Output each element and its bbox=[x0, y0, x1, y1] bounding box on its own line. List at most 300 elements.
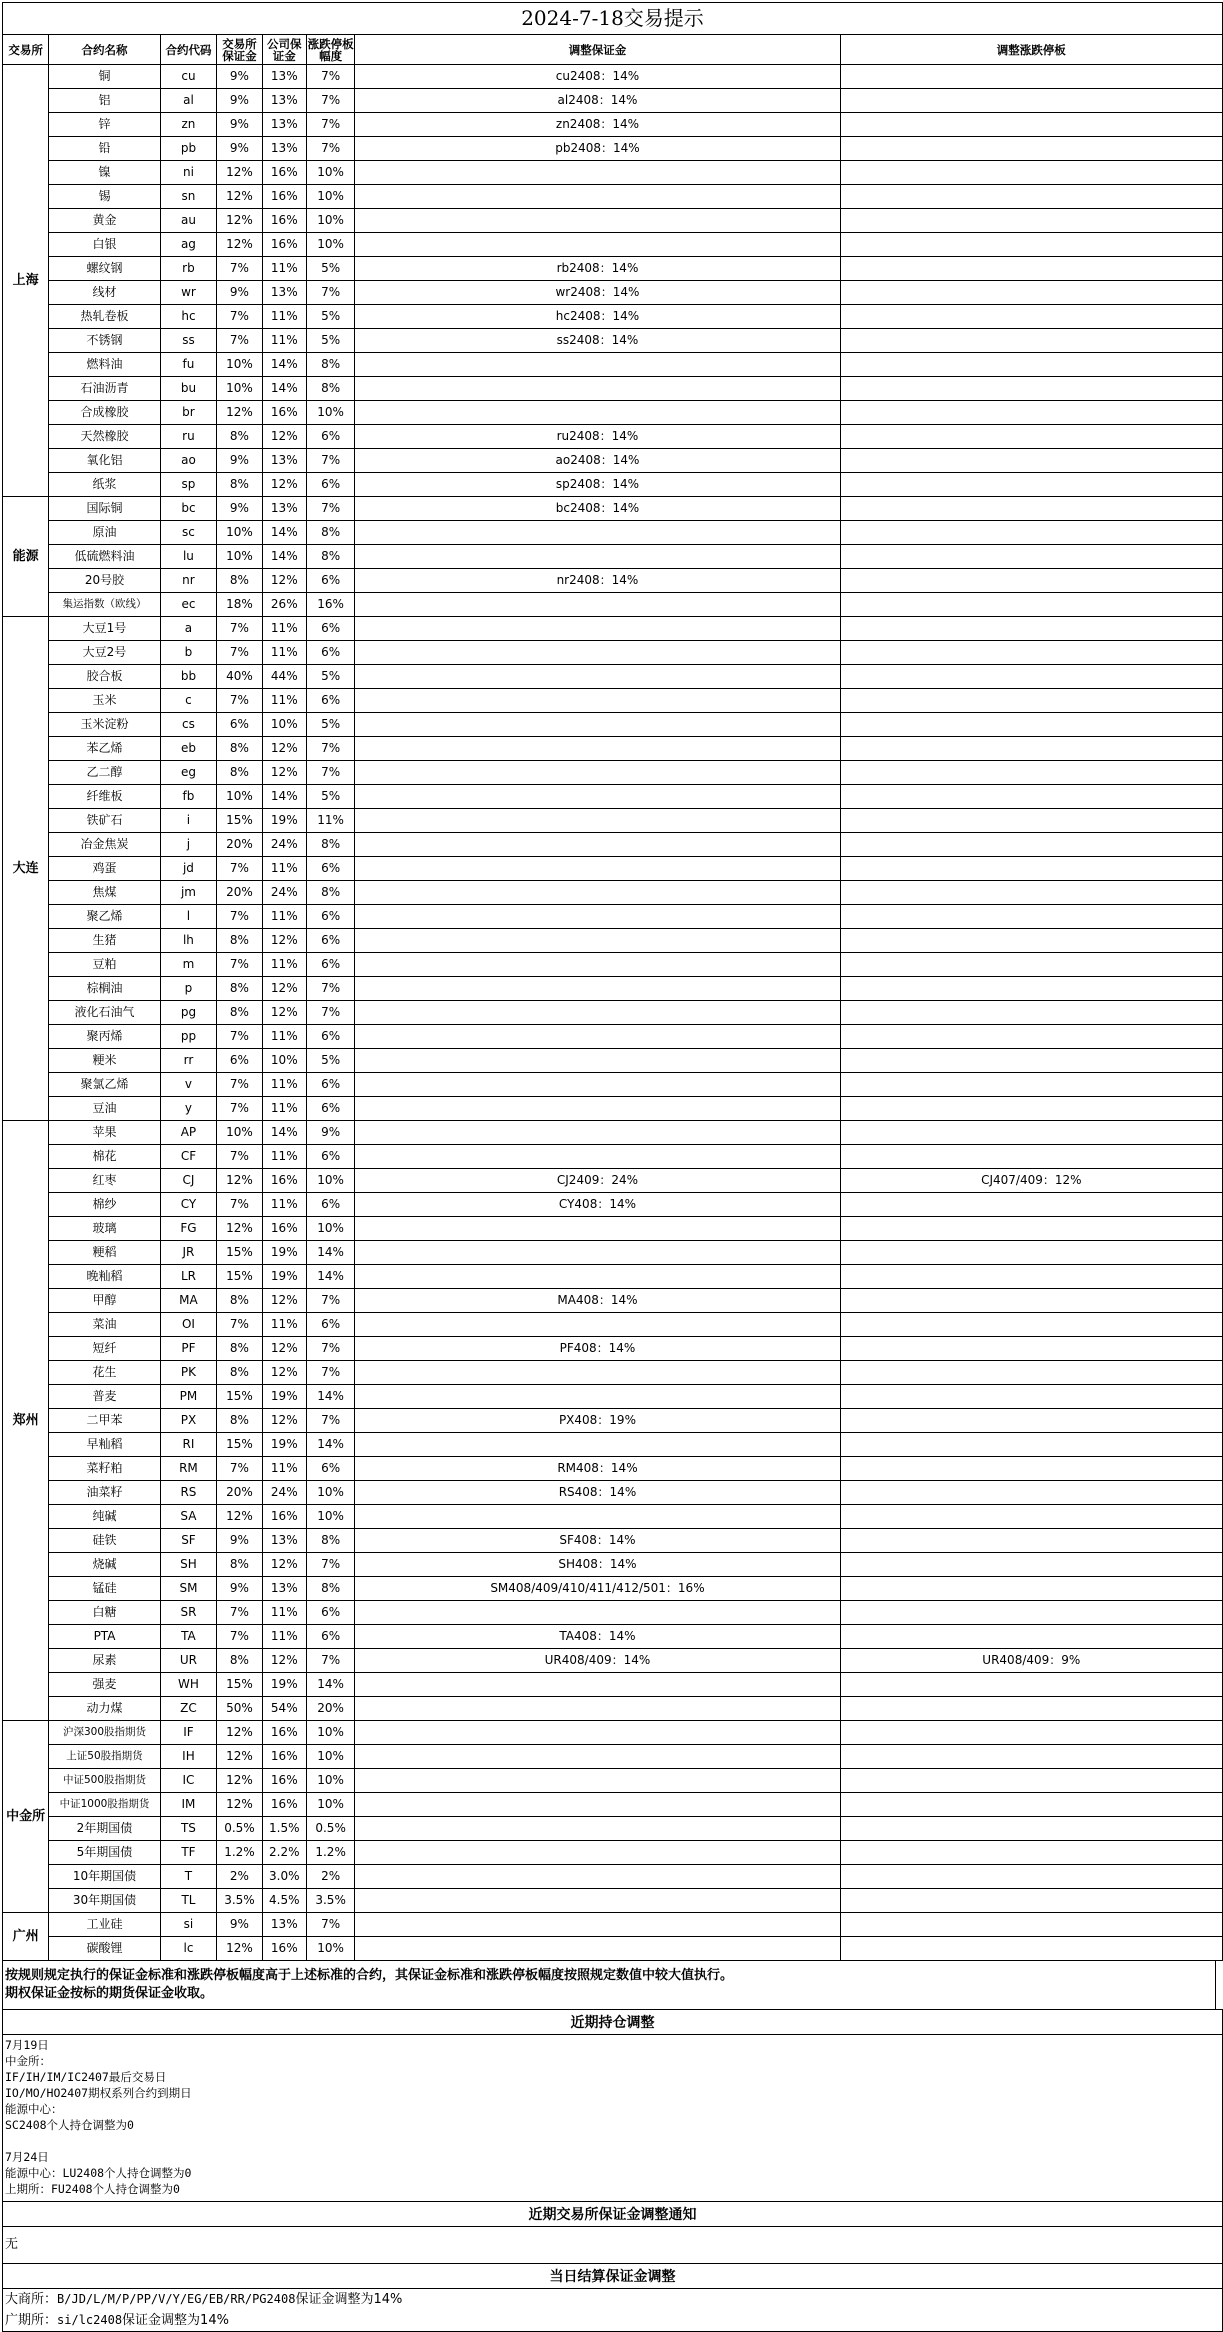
adjusted-limit-cell bbox=[840, 113, 1222, 137]
table-row bbox=[3, 1577, 1223, 1601]
company-margin-cell: 12% bbox=[262, 569, 306, 593]
exch-margin-cell: 12% bbox=[217, 161, 262, 185]
exch-margin-cell: 15% bbox=[217, 1433, 262, 1457]
company-margin-cell: 16% bbox=[262, 1169, 306, 1193]
code-cell: i bbox=[160, 809, 217, 833]
company-margin-cell: 12% bbox=[262, 473, 306, 497]
code-cell: lc bbox=[160, 1937, 217, 1961]
company-margin-cell: 12% bbox=[262, 761, 306, 785]
adjusted-margin-cell bbox=[355, 545, 840, 569]
limit-cell: 10% bbox=[306, 1505, 354, 1529]
code-cell: y bbox=[160, 1097, 217, 1121]
limit-cell: 7% bbox=[306, 1913, 354, 1937]
limit-cell: 7% bbox=[306, 65, 354, 89]
table-row bbox=[3, 65, 1223, 89]
exch-margin-cell: 8% bbox=[217, 425, 262, 449]
code-cell: v bbox=[160, 1073, 217, 1097]
table-row bbox=[3, 1721, 1223, 1745]
company-margin-cell: 12% bbox=[262, 1553, 306, 1577]
adjusted-margin-cell bbox=[355, 1505, 840, 1529]
limit-cell: 10% bbox=[306, 401, 354, 425]
name-cell: 沪深300股指期货 bbox=[49, 1721, 160, 1745]
limit-cell: 5% bbox=[306, 329, 354, 353]
limit-cell: 7% bbox=[306, 761, 354, 785]
limit-cell: 10% bbox=[306, 1769, 354, 1793]
exch-margin-cell: 7% bbox=[217, 1025, 262, 1049]
name-cell: 强麦 bbox=[49, 1673, 160, 1697]
adjusted-limit-cell bbox=[840, 809, 1222, 833]
name-cell: 上证50股指期货 bbox=[49, 1745, 160, 1769]
limit-cell: 11% bbox=[306, 809, 354, 833]
name-cell: 集运指数（欧线） bbox=[49, 593, 160, 617]
adjusted-margin-cell bbox=[355, 1265, 840, 1289]
company-margin-cell: 16% bbox=[262, 401, 306, 425]
limit-cell: 7% bbox=[306, 1409, 354, 1433]
adjusted-margin-cell bbox=[355, 377, 840, 401]
table-row bbox=[3, 593, 1223, 617]
limit-cell: 6% bbox=[306, 1313, 354, 1337]
settlement-contracts: si/lc2408 bbox=[57, 2313, 123, 2327]
exch-margin-cell: 12% bbox=[217, 1937, 262, 1961]
company-margin-cell: 19% bbox=[262, 1385, 306, 1409]
exch-margin-cell: 9% bbox=[217, 281, 262, 305]
adjusted-margin-cell bbox=[355, 737, 840, 761]
exch-margin-cell: 9% bbox=[217, 65, 262, 89]
adjusted-margin-cell: ru2408：14% bbox=[355, 425, 840, 449]
limit-cell: 6% bbox=[306, 1625, 354, 1649]
exch-margin-cell: 7% bbox=[217, 1097, 262, 1121]
name-cell: 早籼稻 bbox=[49, 1433, 160, 1457]
name-cell: 国际铜 bbox=[49, 497, 160, 521]
table-row bbox=[3, 1289, 1223, 1313]
code-cell: LR bbox=[160, 1265, 217, 1289]
exch-margin-cell: 10% bbox=[217, 1121, 262, 1145]
adjusted-margin-cell: bc2408：14% bbox=[355, 497, 840, 521]
adjusted-limit-cell bbox=[840, 689, 1222, 713]
limit-cell: 5% bbox=[306, 713, 354, 737]
adjusted-limit-cell bbox=[840, 65, 1222, 89]
adjusted-limit-cell bbox=[840, 1601, 1222, 1625]
adjusted-limit-cell bbox=[840, 1625, 1222, 1649]
table-row bbox=[3, 1193, 1223, 1217]
limit-cell: 10% bbox=[306, 1937, 354, 1961]
limit-cell: 5% bbox=[306, 785, 354, 809]
table-row bbox=[3, 257, 1223, 281]
table-row bbox=[3, 209, 1223, 233]
exch-margin-cell: 9% bbox=[217, 89, 262, 113]
table-row bbox=[3, 377, 1223, 401]
exch-margin-cell: 7% bbox=[217, 689, 262, 713]
name-cell: 豆粕 bbox=[49, 953, 160, 977]
table-row bbox=[3, 1073, 1223, 1097]
adjusted-limit-cell bbox=[840, 401, 1222, 425]
exch-margin-cell: 15% bbox=[217, 809, 262, 833]
adjusted-margin-cell bbox=[355, 1121, 840, 1145]
adjusted-margin-cell bbox=[355, 593, 840, 617]
adjusted-limit-cell bbox=[840, 641, 1222, 665]
adjusted-margin-cell bbox=[355, 1601, 840, 1625]
adjusted-limit-cell bbox=[840, 1889, 1222, 1913]
name-cell: 10年期国债 bbox=[49, 1865, 160, 1889]
name-cell: 冶金焦炭 bbox=[49, 833, 160, 857]
exch-margin-cell: 7% bbox=[217, 1601, 262, 1625]
exchange-notice-text: 无 bbox=[2, 2227, 1223, 2263]
table-row bbox=[3, 881, 1223, 905]
name-cell: 玻璃 bbox=[49, 1217, 160, 1241]
adjusted-limit-cell bbox=[840, 1049, 1222, 1073]
exch-margin-cell: 9% bbox=[217, 113, 262, 137]
limit-cell: 7% bbox=[306, 1649, 354, 1673]
limit-cell: 14% bbox=[306, 1241, 354, 1265]
exchange-cell: 能源 bbox=[3, 497, 49, 617]
name-cell: 菜油 bbox=[49, 1313, 160, 1337]
limit-cell: 6% bbox=[306, 1145, 354, 1169]
name-cell: 纸浆 bbox=[49, 473, 160, 497]
table-row bbox=[3, 329, 1223, 353]
name-cell: 燃料油 bbox=[49, 353, 160, 377]
adjusted-margin-cell bbox=[355, 617, 840, 641]
table-row bbox=[3, 1313, 1223, 1337]
limit-cell: 6% bbox=[306, 1073, 354, 1097]
table-row bbox=[3, 1049, 1223, 1073]
company-margin-cell: 11% bbox=[262, 1457, 306, 1481]
table-row bbox=[3, 401, 1223, 425]
name-cell: 豆油 bbox=[49, 1097, 160, 1121]
limit-cell: 6% bbox=[306, 953, 354, 977]
name-cell: 20号胶 bbox=[49, 569, 160, 593]
code-cell: fb bbox=[160, 785, 217, 809]
adjusted-margin-cell: nr2408：14% bbox=[355, 569, 840, 593]
name-cell: 锌 bbox=[49, 113, 160, 137]
exch-margin-cell: 8% bbox=[217, 929, 262, 953]
name-cell: 大豆2号 bbox=[49, 641, 160, 665]
name-cell: 粳米 bbox=[49, 1049, 160, 1073]
adjusted-limit-cell bbox=[840, 1577, 1222, 1601]
code-cell: c bbox=[160, 689, 217, 713]
company-margin-cell: 11% bbox=[262, 1313, 306, 1337]
adjusted-margin-cell: sp2408：14% bbox=[355, 473, 840, 497]
adjusted-limit-cell bbox=[840, 473, 1222, 497]
adjusted-limit-cell bbox=[840, 161, 1222, 185]
code-cell: j bbox=[160, 833, 217, 857]
name-cell: 花生 bbox=[49, 1361, 160, 1385]
company-margin-cell: 14% bbox=[262, 1121, 306, 1145]
table-row bbox=[3, 1337, 1223, 1361]
adjusted-margin-cell bbox=[355, 1361, 840, 1385]
company-margin-cell: 11% bbox=[262, 329, 306, 353]
adjusted-limit-cell bbox=[840, 1745, 1222, 1769]
table-row bbox=[3, 497, 1223, 521]
adjusted-margin-cell: CY408：14% bbox=[355, 1193, 840, 1217]
company-margin-cell: 19% bbox=[262, 1673, 306, 1697]
adjusted-limit-cell bbox=[840, 1697, 1222, 1721]
exch-margin-cell: 7% bbox=[217, 257, 262, 281]
code-cell: a bbox=[160, 617, 217, 641]
exch-margin-cell: 9% bbox=[217, 1529, 262, 1553]
table-header-row bbox=[3, 35, 1223, 65]
name-cell: 合成橡胶 bbox=[49, 401, 160, 425]
adjusted-margin-cell bbox=[355, 905, 840, 929]
table-row bbox=[3, 1097, 1223, 1121]
name-cell: 中证1000股指期货 bbox=[49, 1793, 160, 1817]
adjusted-limit-cell bbox=[840, 1289, 1222, 1313]
limit-cell: 14% bbox=[306, 1673, 354, 1697]
exchange-notice-title: 近期交易所保证金调整通知 bbox=[2, 2201, 1223, 2227]
table-row bbox=[3, 905, 1223, 929]
limit-cell: 6% bbox=[306, 1457, 354, 1481]
adjusted-margin-cell bbox=[355, 1745, 840, 1769]
exch-margin-cell: 8% bbox=[217, 1337, 262, 1361]
adjusted-limit-cell bbox=[840, 569, 1222, 593]
name-cell: 黄金 bbox=[49, 209, 160, 233]
code-cell: ao bbox=[160, 449, 217, 473]
company-margin-cell: 12% bbox=[262, 929, 306, 953]
adjusted-limit-cell: UR408/409：9% bbox=[840, 1649, 1222, 1673]
adjusted-limit-cell bbox=[840, 1721, 1222, 1745]
exch-margin-cell: 10% bbox=[217, 545, 262, 569]
adjusted-limit-cell bbox=[840, 1361, 1222, 1385]
table-row bbox=[3, 161, 1223, 185]
name-cell: 油菜籽 bbox=[49, 1481, 160, 1505]
exch-margin-cell: 2% bbox=[217, 1865, 262, 1889]
exch-margin-cell: 7% bbox=[217, 857, 262, 881]
adjusted-margin-cell: rb2408：14% bbox=[355, 257, 840, 281]
adjusted-margin-cell bbox=[355, 161, 840, 185]
limit-cell: 5% bbox=[306, 665, 354, 689]
table-row bbox=[3, 1001, 1223, 1025]
table-row bbox=[3, 1769, 1223, 1793]
adjusted-limit-cell bbox=[840, 233, 1222, 257]
name-cell: 普麦 bbox=[49, 1385, 160, 1409]
table-row bbox=[3, 833, 1223, 857]
company-margin-cell: 11% bbox=[262, 1097, 306, 1121]
code-cell: cs bbox=[160, 713, 217, 737]
company-margin-cell: 11% bbox=[262, 305, 306, 329]
adjusted-margin-cell bbox=[355, 233, 840, 257]
exchange-cell: 上海 bbox=[3, 65, 49, 497]
adjusted-margin-cell bbox=[355, 353, 840, 377]
adjusted-limit-cell bbox=[840, 497, 1222, 521]
adjusted-limit-cell bbox=[840, 1193, 1222, 1217]
exch-margin-cell: 10% bbox=[217, 785, 262, 809]
name-cell: 锡 bbox=[49, 185, 160, 209]
name-cell: 纤维板 bbox=[49, 785, 160, 809]
exch-margin-cell: 12% bbox=[217, 401, 262, 425]
adjusted-margin-cell bbox=[355, 521, 840, 545]
settlement-adjustment-title: 当日结算保证金调整 bbox=[2, 2263, 1223, 2289]
table-row bbox=[3, 665, 1223, 689]
adjusted-limit-cell bbox=[840, 977, 1222, 1001]
name-cell: 2年期国债 bbox=[49, 1817, 160, 1841]
name-cell: 尿素 bbox=[49, 1649, 160, 1673]
code-cell: SA bbox=[160, 1505, 217, 1529]
code-cell: ec bbox=[160, 593, 217, 617]
adjusted-limit-cell bbox=[840, 89, 1222, 113]
code-cell: JR bbox=[160, 1241, 217, 1265]
exch-margin-cell: 9% bbox=[217, 1577, 262, 1601]
name-cell: 棕榈油 bbox=[49, 977, 160, 1001]
company-margin-cell: 11% bbox=[262, 257, 306, 281]
exch-margin-cell: 12% bbox=[217, 233, 262, 257]
exch-margin-cell: 12% bbox=[217, 1217, 262, 1241]
company-margin-cell: 12% bbox=[262, 977, 306, 1001]
code-cell: fu bbox=[160, 353, 217, 377]
company-margin-cell: 13% bbox=[262, 1913, 306, 1937]
code-cell: rr bbox=[160, 1049, 217, 1073]
name-cell: 5年期国债 bbox=[49, 1841, 160, 1865]
code-cell: lh bbox=[160, 929, 217, 953]
header-company-margin: 公司保证金 bbox=[262, 35, 306, 65]
name-cell: 白糖 bbox=[49, 1601, 160, 1625]
code-cell: IM bbox=[160, 1793, 217, 1817]
adjusted-margin-cell bbox=[355, 1313, 840, 1337]
header-exchange-margin: 交易所保证金 bbox=[217, 35, 262, 65]
exch-margin-cell: 12% bbox=[217, 1793, 262, 1817]
limit-cell: 0.5% bbox=[306, 1817, 354, 1841]
exch-margin-cell: 10% bbox=[217, 521, 262, 545]
name-cell: 苹果 bbox=[49, 1121, 160, 1145]
adjusted-limit-cell bbox=[840, 929, 1222, 953]
name-cell: 棉纱 bbox=[49, 1193, 160, 1217]
exch-margin-cell: 7% bbox=[217, 305, 262, 329]
table-row bbox=[3, 1553, 1223, 1577]
limit-cell: 6% bbox=[306, 617, 354, 641]
name-cell: 铜 bbox=[49, 65, 160, 89]
exch-margin-cell: 20% bbox=[217, 833, 262, 857]
limit-cell: 6% bbox=[306, 473, 354, 497]
exch-margin-cell: 9% bbox=[217, 137, 262, 161]
adjusted-limit-cell bbox=[840, 905, 1222, 929]
settlement-value: 保证金调整为14% bbox=[295, 2292, 403, 2307]
company-margin-cell: 13% bbox=[262, 281, 306, 305]
limit-cell: 6% bbox=[306, 929, 354, 953]
name-cell: 菜籽粕 bbox=[49, 1457, 160, 1481]
exch-margin-cell: 0.5% bbox=[217, 1817, 262, 1841]
exch-margin-cell: 12% bbox=[217, 1769, 262, 1793]
code-cell: jd bbox=[160, 857, 217, 881]
limit-cell: 5% bbox=[306, 305, 354, 329]
settlement-exchange: 广期所： bbox=[5, 2313, 58, 2328]
limit-cell: 7% bbox=[306, 497, 354, 521]
header-exchange: 交易所 bbox=[3, 35, 49, 65]
adjusted-margin-cell bbox=[355, 209, 840, 233]
name-cell: 低硫燃料油 bbox=[49, 545, 160, 569]
name-cell: 甲醇 bbox=[49, 1289, 160, 1313]
company-margin-cell: 16% bbox=[262, 1721, 306, 1745]
adjusted-limit-cell bbox=[840, 1337, 1222, 1361]
code-cell: PX bbox=[160, 1409, 217, 1433]
adjusted-limit-cell bbox=[840, 281, 1222, 305]
limit-cell: 6% bbox=[306, 569, 354, 593]
adjusted-limit-cell bbox=[840, 1025, 1222, 1049]
limit-cell: 8% bbox=[306, 1577, 354, 1601]
company-margin-cell: 11% bbox=[262, 641, 306, 665]
limit-cell: 7% bbox=[306, 113, 354, 137]
table-row bbox=[3, 1913, 1223, 1937]
table-row bbox=[3, 1169, 1223, 1193]
exch-margin-cell: 40% bbox=[217, 665, 262, 689]
code-cell: CJ bbox=[160, 1169, 217, 1193]
adjusted-margin-cell: zn2408：14% bbox=[355, 113, 840, 137]
code-cell: ZC bbox=[160, 1697, 217, 1721]
limit-cell: 8% bbox=[306, 1529, 354, 1553]
table-row bbox=[3, 425, 1223, 449]
exch-margin-cell: 8% bbox=[217, 977, 262, 1001]
position-adjustment-text: 7月19日 中金所： IF/IH/IM/IC2407最后交易日 IO/MO/HO2407期权系列合约到期日 能源中心： SC2408个人持仓调整为0 7月24日 能源中心：LU2408个人持仓调整为0 上期所：FU2408个人持仓调整为0 bbox=[2, 2035, 1223, 2201]
limit-cell: 7% bbox=[306, 1361, 354, 1385]
table-row bbox=[3, 857, 1223, 881]
adjusted-limit-cell bbox=[840, 185, 1222, 209]
limit-cell: 10% bbox=[306, 1793, 354, 1817]
code-cell: OI bbox=[160, 1313, 217, 1337]
company-margin-cell: 13% bbox=[262, 113, 306, 137]
code-cell: hc bbox=[160, 305, 217, 329]
code-cell: ag bbox=[160, 233, 217, 257]
name-cell: 大豆1号 bbox=[49, 617, 160, 641]
adjusted-margin-cell bbox=[355, 1001, 840, 1025]
table-row bbox=[3, 737, 1223, 761]
code-cell: bu bbox=[160, 377, 217, 401]
company-margin-cell: 54% bbox=[262, 1697, 306, 1721]
table-row bbox=[3, 1385, 1223, 1409]
exch-margin-cell: 18% bbox=[217, 593, 262, 617]
exch-margin-cell: 3.5% bbox=[217, 1889, 262, 1913]
adjusted-margin-cell bbox=[355, 401, 840, 425]
limit-cell: 10% bbox=[306, 1481, 354, 1505]
company-margin-cell: 16% bbox=[262, 209, 306, 233]
exch-margin-cell: 15% bbox=[217, 1385, 262, 1409]
adjusted-margin-cell: wr2408：14% bbox=[355, 281, 840, 305]
company-margin-cell: 11% bbox=[262, 1601, 306, 1625]
name-cell: 动力煤 bbox=[49, 1697, 160, 1721]
code-cell: ss bbox=[160, 329, 217, 353]
company-margin-cell: 11% bbox=[262, 689, 306, 713]
code-cell: eb bbox=[160, 737, 217, 761]
adjusted-limit-cell bbox=[840, 1553, 1222, 1577]
adjusted-margin-cell bbox=[355, 881, 840, 905]
adjusted-limit-cell bbox=[840, 761, 1222, 785]
name-cell: 锰硅 bbox=[49, 1577, 160, 1601]
company-margin-cell: 10% bbox=[262, 713, 306, 737]
table-row bbox=[3, 233, 1223, 257]
company-margin-cell: 16% bbox=[262, 1745, 306, 1769]
table-row bbox=[3, 641, 1223, 665]
table-row bbox=[3, 1361, 1223, 1385]
page-title: 2024-7-18交易提示 bbox=[3, 3, 1223, 35]
code-cell: UR bbox=[160, 1649, 217, 1673]
table-row bbox=[3, 1793, 1223, 1817]
table-row bbox=[3, 113, 1223, 137]
adjusted-margin-cell bbox=[355, 1217, 840, 1241]
adjusted-margin-cell bbox=[355, 785, 840, 809]
company-margin-cell: 2.2% bbox=[262, 1841, 306, 1865]
company-margin-cell: 24% bbox=[262, 1481, 306, 1505]
table-body bbox=[3, 65, 1223, 1961]
table-row bbox=[3, 353, 1223, 377]
rules-note bbox=[2, 1961, 1216, 2009]
name-cell: 工业硅 bbox=[49, 1913, 160, 1937]
adjusted-limit-cell bbox=[840, 665, 1222, 689]
company-margin-cell: 13% bbox=[262, 89, 306, 113]
limit-cell: 7% bbox=[306, 137, 354, 161]
code-cell: WH bbox=[160, 1673, 217, 1697]
company-margin-cell: 12% bbox=[262, 1289, 306, 1313]
table-row bbox=[3, 305, 1223, 329]
table-row bbox=[3, 449, 1223, 473]
exch-margin-cell: 9% bbox=[217, 1913, 262, 1937]
table-row bbox=[3, 761, 1223, 785]
adjusted-margin-cell bbox=[355, 1673, 840, 1697]
